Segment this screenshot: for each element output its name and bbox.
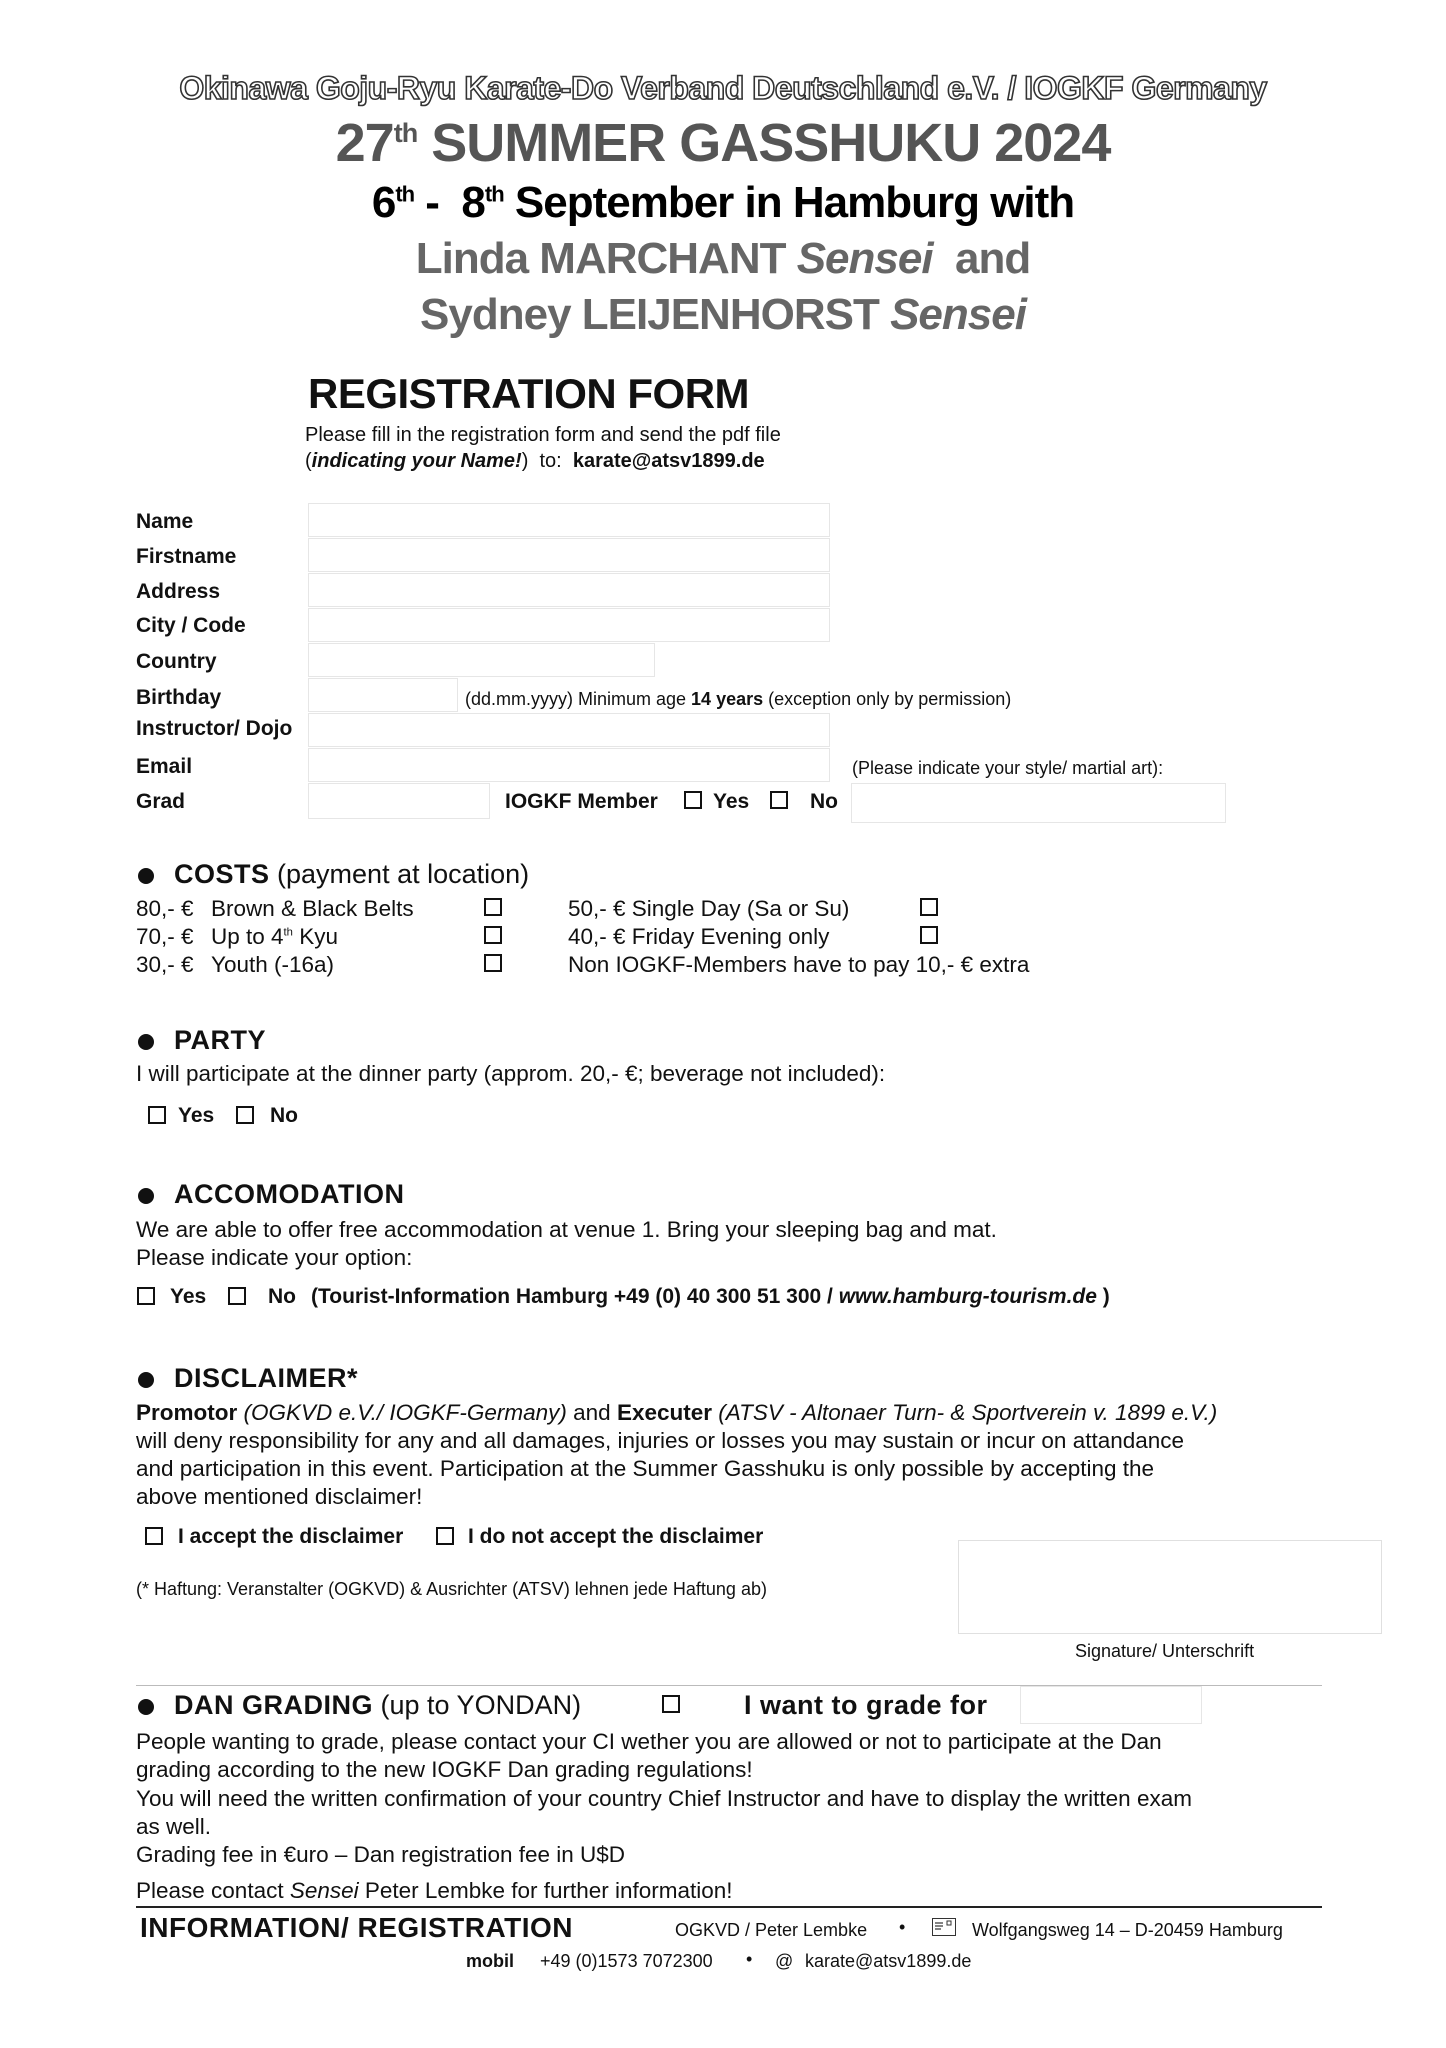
dan-line-4: as well. <box>136 1814 212 1839</box>
dan-grading-heading <box>138 1690 581 1721</box>
sensei2-name: Sydney LEIJENHORST <box>420 290 891 339</box>
accommodation-no-checkbox[interactable] <box>228 1287 246 1305</box>
email-label: Email <box>136 755 193 778</box>
minimum-age: 14 years <box>691 689 764 709</box>
to-label: ) to: <box>521 450 573 472</box>
organization-title: Okinawa Goju-Ryu Karate-Do Verband Deutschland e.V. / IOGKF Germany <box>179 70 1267 106</box>
accept-disclaimer-label: I accept the disclaimer <box>178 1525 404 1548</box>
party-text: I will participate at the dinner party (approm. 20,- €; beverage not included): <box>136 1061 886 1086</box>
iogkf-member-label: IOGKF Member <box>505 790 658 813</box>
cost-label-2-sup: th <box>283 926 293 939</box>
registration-form-title: REGISTRATION FORM <box>308 370 750 417</box>
accommodation-line-2: Please indicate your option: <box>136 1245 413 1270</box>
promotor-label: Promotor <box>136 1400 238 1425</box>
party-yes-checkbox[interactable] <box>148 1106 166 1124</box>
footer-org: OGKVD / Peter Lembke <box>675 1920 868 1940</box>
party-no-checkbox[interactable] <box>236 1106 254 1124</box>
cost-price-3: 30,- € <box>136 952 194 977</box>
envelope-icon <box>932 1918 956 1936</box>
cost-label-3: Youth (-16a) <box>211 952 335 977</box>
firstname-field[interactable] <box>308 538 830 572</box>
not-accept-disclaimer-checkbox[interactable] <box>436 1527 454 1545</box>
sensei1-title: Sensei <box>796 234 933 283</box>
costs-heading <box>138 859 529 890</box>
registration-email: karate@atsv1899.de <box>572 450 765 472</box>
grad-field[interactable] <box>308 783 490 819</box>
edition-number: 27 <box>335 113 394 173</box>
style-note: (Please indicate your style/ martial art): <box>852 758 1164 778</box>
signature-field[interactable] <box>958 1540 1382 1634</box>
cost-checkbox-youth[interactable] <box>484 954 502 972</box>
grade-for-label: I want to grade for <box>744 1690 988 1720</box>
bullet-icon <box>138 1188 154 1204</box>
sensei-line-1 <box>0 234 1446 284</box>
name-field[interactable] <box>308 503 830 537</box>
disclaimer-and: and <box>566 1400 617 1425</box>
birthday-field[interactable] <box>308 678 458 712</box>
email-field[interactable] <box>308 748 830 782</box>
contact-post: Peter Lembke for further information! <box>358 1878 733 1903</box>
bullet-icon <box>138 1699 154 1715</box>
party-yes-label: Yes <box>178 1104 215 1127</box>
at-icon: @ <box>775 1951 794 1971</box>
country-field[interactable] <box>308 643 655 677</box>
date-end: 8 <box>461 178 485 227</box>
disclaimer-footnote: (* Haftung: Veranstalter (OGKVD) & Ausrichter (ATSV) lehnen jede Haftung ab) <box>136 1579 767 1599</box>
sensei-and: and <box>932 234 1031 283</box>
grad-label: Grad <box>136 790 186 813</box>
costs-subtitle: (payment at location) <box>269 859 530 889</box>
cost-label-1: Brown & Black Belts <box>211 896 414 921</box>
accommodation-yes-label: Yes <box>170 1285 207 1308</box>
birthday-note-pre: (dd.mm.yyyy) Minimum age <box>465 689 692 709</box>
footer-bullet-1: • <box>899 1917 906 1937</box>
birthday-note <box>465 689 1011 710</box>
cost-label-2-text: Up to 4 <box>211 924 284 949</box>
disclaimer-line-3: and participation in this event. Participation at the Summer Gasshuku is only possible by accepting the <box>136 1456 1155 1481</box>
party-no-label: No <box>270 1104 298 1127</box>
event-dates <box>0 178 1446 228</box>
signature-label: Signature/ Unterschrift <box>1075 1641 1255 1661</box>
cost-price-1: 80,- € <box>136 896 194 921</box>
accommodation-no-label: No <box>268 1285 296 1308</box>
dan-line-3: You will need the written confirmation of your country Chief Instructor and have to display the written exam <box>136 1786 1192 1811</box>
cost-price-2: 70,- € <box>136 924 194 949</box>
country-label: Country <box>136 650 217 673</box>
footer-email[interactable]: karate@atsv1899.de <box>805 1951 972 1971</box>
cost-single-day: 50,- € Single Day (Sa or Su) <box>568 896 850 921</box>
footer-bullet-2: • <box>746 1949 753 1969</box>
edition-suffix: th <box>393 118 418 148</box>
tourist-url[interactable]: www.hamburg-tourism.de <box>838 1285 1097 1308</box>
disclaimer-line-4: above mentioned disclaimer! <box>136 1484 423 1509</box>
city-field[interactable] <box>308 608 830 642</box>
accommodation-yes-checkbox[interactable] <box>137 1287 155 1305</box>
disclaimer-line-1 <box>136 1399 1336 1427</box>
date-end-suffix: th <box>484 181 504 207</box>
iogkf-yes-checkbox[interactable] <box>684 791 702 809</box>
date-start-suffix: th <box>395 181 415 207</box>
sensei1-name: Linda MARCHANT <box>415 234 797 283</box>
tourist-info-text: (Tourist-Information Hamburg +49 (0) 40 300 51 300 / <box>311 1285 839 1308</box>
iogkf-yes-label: Yes <box>713 790 750 813</box>
dan-grading-title: DAN GRADING <box>174 1690 373 1720</box>
instructor-label: Instructor/ Dojo <box>136 717 293 740</box>
tourist-information <box>311 1285 1110 1309</box>
grade-for-field[interactable] <box>1020 1686 1202 1724</box>
open-paren: ( <box>305 450 312 472</box>
dan-line-1: People wanting to grade, please contact your CI wether you are allowed or not to participate at the Dan <box>136 1729 1162 1754</box>
cost-label-2 <box>211 923 511 951</box>
cost-friday-evening: 40,- € Friday Evening only <box>568 924 830 949</box>
party-title: PARTY <box>174 1025 267 1055</box>
instructions-line-1: Please fill in the registration form and send the pdf file <box>305 424 781 446</box>
sensei2-title: Sensei <box>890 290 1026 339</box>
name-label: Name <box>136 510 194 533</box>
birthday-note-post: (exception only by permission) <box>763 689 1012 709</box>
city-label: City / Code <box>136 614 246 637</box>
not-accept-disclaimer-label: I do not accept the disclaimer <box>468 1525 764 1548</box>
birthday-label: Birthday <box>136 686 222 709</box>
cost-non-member-note: Non IOGKF-Members have to pay 10,- € extra <box>568 952 1030 977</box>
dan-contact <box>136 1877 1336 1905</box>
registration-instructions <box>305 422 781 474</box>
date-separator: - <box>414 178 462 227</box>
accept-disclaimer-checkbox[interactable] <box>145 1527 163 1545</box>
bullet-icon <box>138 1372 154 1388</box>
firstname-label: Firstname <box>136 545 237 568</box>
cost-checkbox-brown-black[interactable] <box>484 898 502 916</box>
address-label: Address <box>136 580 221 603</box>
contact-sensei: Sensei <box>289 1878 359 1903</box>
party-heading <box>138 1025 266 1056</box>
sensei-line-2 <box>0 290 1446 340</box>
footer-divider <box>136 1906 1322 1908</box>
mobil-number: +49 (0)1573 7072300 <box>540 1951 713 1971</box>
executer-name: (ATSV - Altonaer Turn- & Sportverein v. 1899 e.V.) <box>712 1400 1218 1425</box>
cost-checkbox-friday-evening[interactable] <box>920 926 938 944</box>
bullet-icon <box>138 868 154 884</box>
dan-grading-checkbox[interactable] <box>662 1695 680 1713</box>
footer-title: INFORMATION/ REGISTRATION <box>140 1912 573 1943</box>
indicate-name-note: indicating your Name! <box>311 450 522 472</box>
dan-line-2: grading according to the new IOGKF Dan grading regulations! <box>136 1757 753 1782</box>
edition-title: SUMMER GASSHUKU 2024 <box>431 113 1111 173</box>
address-field[interactable] <box>308 573 830 607</box>
footer-address: Wolfgangsweg 14 – D-20459 Hamburg <box>972 1920 1283 1940</box>
dan-grading-subtitle: (up to YONDAN) <box>373 1690 582 1720</box>
accommodation-line-1: We are able to offer free accommodation at venue 1. Bring your sleeping bag and mat. <box>136 1217 997 1242</box>
promotor-name: (OGKVD e.V./ IOGKF-Germany) <box>237 1400 567 1425</box>
accommodation-heading <box>138 1179 404 1210</box>
date-location: September in Hamburg with <box>503 178 1075 227</box>
martial-art-field[interactable] <box>851 783 1226 823</box>
disclaimer-title: DISCLAIMER* <box>174 1363 359 1393</box>
iogkf-no-checkbox[interactable] <box>770 791 788 809</box>
date-start: 6 <box>371 178 396 227</box>
executer-label: Executer <box>616 1400 712 1425</box>
iogkf-no-label: No <box>810 790 838 813</box>
accommodation-title: ACCOMODATION <box>174 1179 405 1209</box>
dan-line-5: Grading fee in €uro – Dan registration fee in U$D <box>136 1842 626 1867</box>
mobil-label: mobil <box>466 1951 514 1971</box>
instructor-field[interactable] <box>308 713 830 747</box>
contact-pre: Please contact <box>136 1878 290 1903</box>
instructions-line-2 <box>305 448 781 474</box>
tourist-close: ) <box>1096 1285 1110 1308</box>
cost-checkbox-single-day[interactable] <box>920 898 938 916</box>
cost-checkbox-up-to-4th-kyu[interactable] <box>484 926 502 944</box>
cost-label-2-after: Kyu <box>292 924 338 949</box>
event-title <box>0 112 1446 174</box>
disclaimer-heading <box>138 1363 358 1394</box>
bullet-icon <box>138 1034 154 1050</box>
disclaimer-line-2: will deny responsibility for any and all damages, injuries or losses you may sustain or incur on attandance <box>136 1428 1185 1453</box>
costs-title: COSTS <box>174 859 270 889</box>
